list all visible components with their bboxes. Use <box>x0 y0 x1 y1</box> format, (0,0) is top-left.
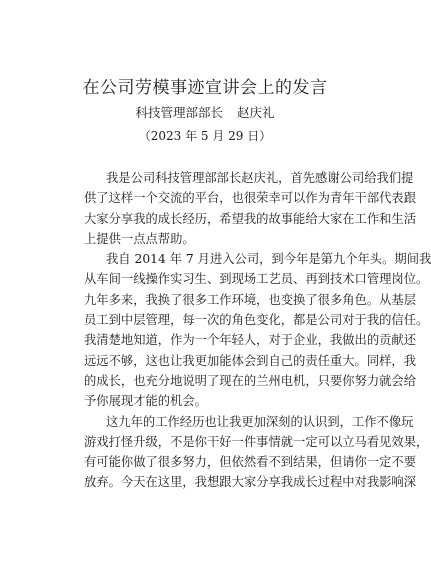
paragraph-line: 九年多来，我换了很多工作环境，也变换了很多角色。从基层 <box>84 292 417 307</box>
paragraph-line: 大家分享我的成长经历，希望我的故事能给大家在工作和生活 <box>84 211 417 226</box>
paragraph-line: 员工到中层管理，每一次的角色变化，都是公司对于我的信任。 <box>84 313 429 328</box>
author-department: 科技管理部部长 <box>135 105 223 120</box>
paragraph-2 <box>84 249 431 411</box>
paragraph-line: 予你展现才能的机会。 <box>84 394 207 409</box>
paragraph-line: 从车间一线操作实习生、到现场工艺员、再到技术口管理岗位。 <box>84 272 429 287</box>
paragraph-line: 我自 2014 年 7 月进入公司，到今年是第九个年头。期间我 <box>106 252 431 267</box>
paragraph-line: 有可能你做了很多努力，但依然看不到结果，但请你一定不要 <box>84 455 417 470</box>
paragraph-line: 这九年的工作经历也让我更加深刻的认识到，工作不像玩 <box>106 414 414 429</box>
paragraph-line: 上提供一点点帮助。 <box>84 231 195 246</box>
paragraph-line: 我是公司科技管理部部长赵庆礼，首先感谢公司给我们提 <box>106 171 414 185</box>
paragraph-line: 的成长，也充分地说明了现在的兰州电机，只要你努力就会给 <box>84 373 417 388</box>
document-date: （2023 年 5 月 29 日） <box>138 129 272 143</box>
author-line <box>0 104 410 122</box>
paragraph-line: 供了这样一个交流的平台，也很荣幸可以作为青年干部代表跟 <box>84 191 417 206</box>
document-body <box>84 168 431 493</box>
paragraph-line: 游戏打怪升级，不是你干好一件事情就一定可以立马看见效果， <box>84 434 429 449</box>
paragraph-line: 放弃。今天在这里，我想跟大家分享我成长过程中对我影响深 <box>84 475 417 490</box>
paragraph-1 <box>84 168 417 249</box>
author-name: 赵庆礼 <box>237 105 275 120</box>
paragraph-line: 远远不够，这也让我更加能体会到自己的责任重大。同样，我 <box>84 353 417 368</box>
paragraph-3 <box>84 412 429 493</box>
paragraph-line: 我清楚地知道，作为一个年轻人，对于企业，我做出的贡献还 <box>84 333 417 348</box>
document-title: 在公司劳模事迹宣讲会上的发言 <box>82 78 328 98</box>
